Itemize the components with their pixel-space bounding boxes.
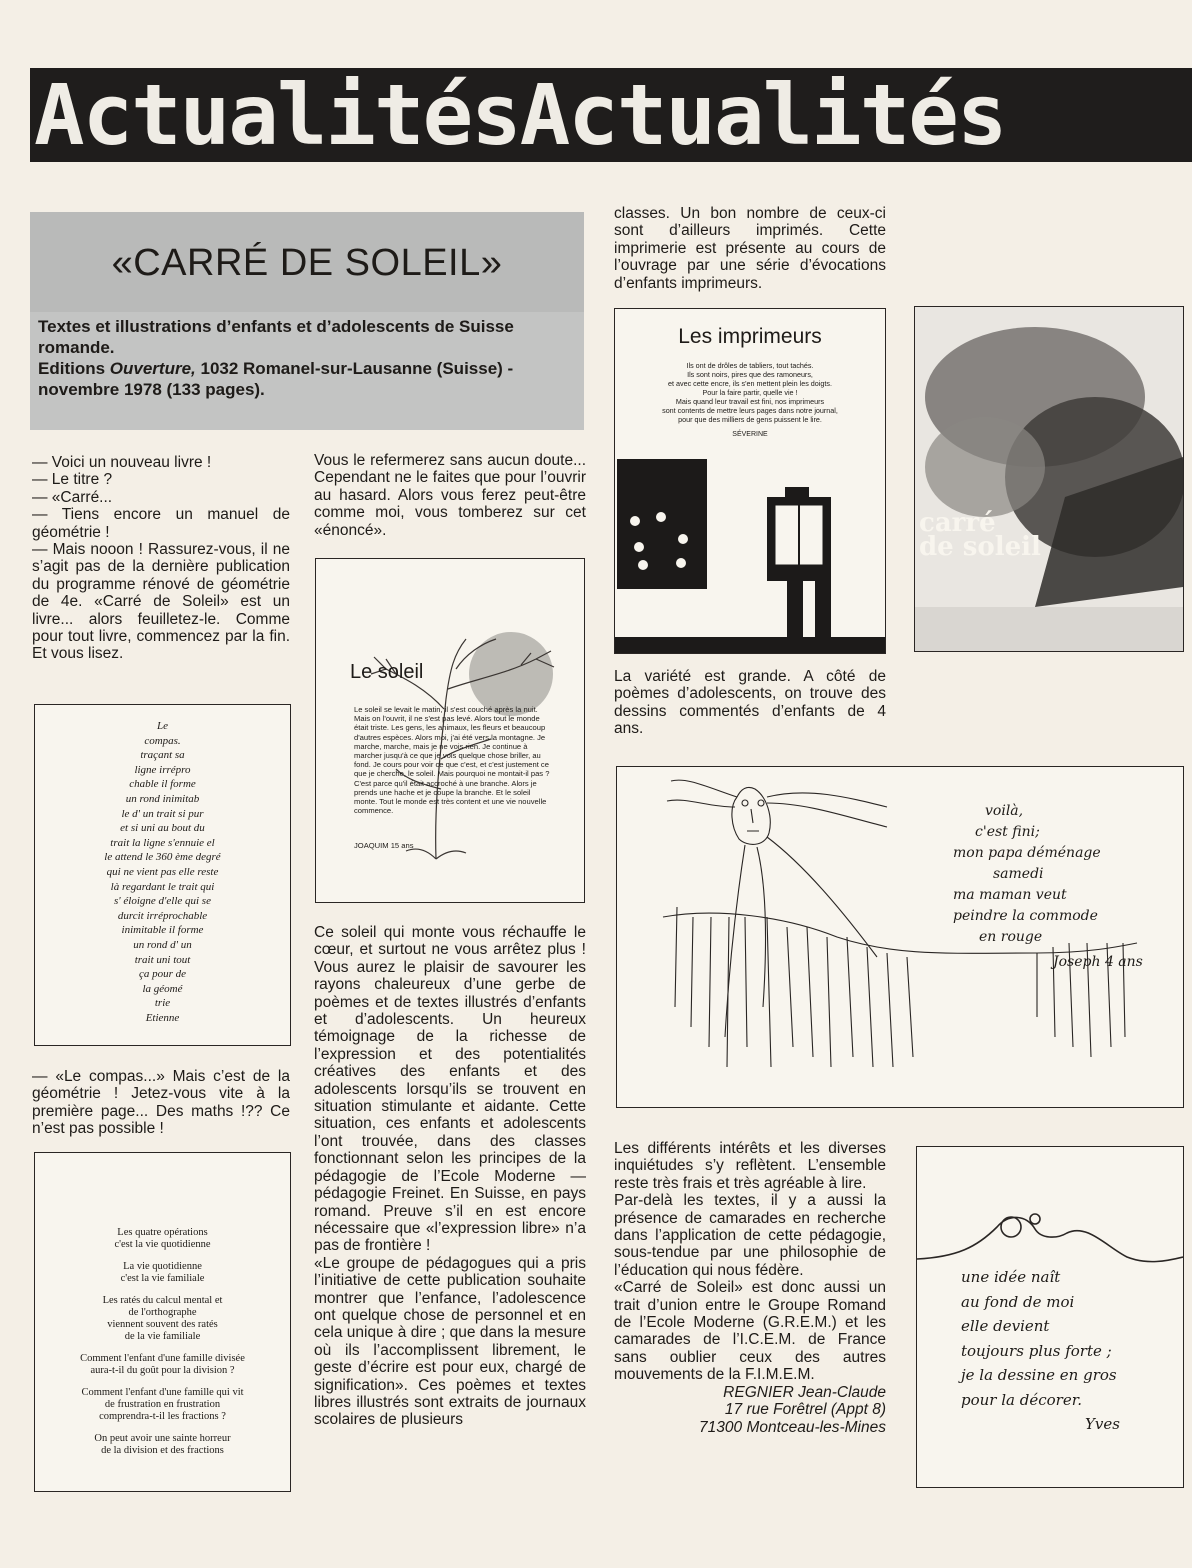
poem-line: le attend le 360 ème degré: [104, 851, 221, 864]
poem-line: traçant sa: [140, 749, 185, 762]
section-banner: [30, 68, 1192, 162]
poem-line: la géomé: [142, 982, 183, 995]
cover-painting: [915, 307, 1183, 651]
poem-stanza: Comment l'enfant d'une famille qui vit de frustration en frustration comprendra-t-il les fractions ?: [81, 1387, 244, 1422]
poem-stanza: La vie quotidienne c'est la vie familiale: [120, 1261, 205, 1284]
operations-poem-box: [34, 1152, 291, 1492]
hand-line: c'est fini;: [975, 824, 1040, 840]
poem-stanza: Comment l'enfant d'une famille divisée aura-t-il du goût pour la division ?: [80, 1353, 245, 1376]
poem-author: Etienne: [145, 1011, 180, 1024]
hand-signature: Joseph 4 ans: [1053, 954, 1143, 970]
poem-stanza: Les quatre opérations c'est la vie quotidienne: [114, 1227, 211, 1250]
poem-line: un rond d' un: [133, 938, 192, 951]
subtitle-line-2: [38, 358, 574, 400]
paragraph: «Le groupe de pédagogues qui a pris l’initiative de cette publication souhaite montrer que l’enfance, l’adolescence ont quelque chose de personnel et en cela unique à dire ; que dans la mesure où ils l’accomplissent librement, le geste d’écrire est pour eux, chargé de signification». Ces poèmes et textes libres illustrés sont extraits de journaux scolaires de plusieurs: [314, 1254, 586, 1429]
poem-line: là regardant le trait qui: [110, 880, 215, 893]
imprimeurs-page-box: [614, 308, 886, 654]
hand-line: ma maman veut: [953, 887, 1067, 903]
hand-line: une idée naît: [961, 1268, 1061, 1286]
paragraph: Ce soleil qui monte vous réchauffe le cœur, et surtout ne vous arrêtez plus ! Vous aurez le plaisir de savourer les rayons chaleureux d’une gerbe de poèmes et de textes illustrés d’enfants et d’adolescents. Un heureux témoignage de la richesse de l’expression et des potentialités créatives des enfants et des adolescents lorsqu’ils se trouvent en situation stimulante et aidante. Cette situation, ces enfants et adolescents l’ont trouvée, dans des classes fonctionnant selon les principes de la pédagogie de l’Ecole Moderne — pédagogie Freinet. En Suisse, en pays romand. Preuve s’il en est encore nécessaire que «l’expression libre» n’a pas de frontière !: [314, 924, 586, 1255]
compas-poem-box: [34, 704, 291, 1046]
soleil-title: Le soleil: [350, 661, 424, 683]
hand-line: je la dessine en gros: [961, 1366, 1117, 1384]
column-3-bottom: [614, 1140, 886, 1436]
poem-line: inimitable il forme: [121, 924, 204, 937]
poem-line: Le: [157, 720, 168, 732]
soleil-page-box: [315, 558, 585, 903]
imprimeurs-text: Ils ont de drôles de tabliers, tout tachés. Ils sont noirs, pires que des ramoneurs, et avec cette encre, ils s'en mettent plein les doigts. Pour la faire partir, quelle vie ! Mais quand leur travail est fini, nos imprimeurs sont contents de mettre leurs pages dans notre journal, pour que des milliers de gens puissent le lire.: [662, 361, 838, 424]
hand-signature: Yves: [1085, 1415, 1120, 1433]
poem-line: et si uni au bout du: [120, 822, 205, 835]
poem-stanza: On peut avoir une sainte horreur de la division et des fractions: [94, 1433, 231, 1456]
poem-line: ça pour de: [138, 968, 187, 981]
cover-title-line: de soleil: [919, 532, 1041, 562]
yves-poem-box: [916, 1146, 1184, 1488]
dialogue-line: — Mais nooon ! Rassurez-vous, il ne s’agit pas de la dernière publication du programme rénové de géométrie de 4e. «Carré de Soleil» est un livre... alors feuilletez-le. Comme pour tout livre, commencez par la fin. Et vous lisez.: [32, 541, 290, 663]
imprimeurs-title: Les imprimeurs: [678, 325, 822, 348]
paragraph: Les différents intérêts et les diverses inquiétudes s’y reflètent. L’ensemble reste très frais et très agréable à lire.: [614, 1140, 886, 1192]
compas-poem: [35, 705, 290, 1025]
hand-line: pour la décorer.: [961, 1390, 1082, 1409]
operations-poem: [35, 1153, 290, 1457]
dialogue-line: — Le titre ?: [32, 471, 113, 489]
poem-line: trait la ligne s'ennuie el: [110, 836, 215, 849]
hand-line: toujours plus forte ;: [961, 1341, 1112, 1360]
poem-line: trie: [154, 997, 171, 1010]
poem-line: un rond inimitab: [125, 792, 200, 805]
column-3-variety: [614, 668, 886, 738]
signature-line: REGNIER Jean-Claude: [723, 1383, 886, 1401]
paragraph: Par-delà les textes, il y a aussi la présence de camarades en recherche dans l’application de cette pédagogie, sous-tendue par une philosophie de l’éducation qui nous fédère.: [614, 1192, 886, 1279]
printers-drawing: [615, 447, 885, 653]
joseph-text: [953, 801, 1143, 973]
column-1-intro: [32, 454, 290, 663]
subtitle-publisher: Ouverture,: [109, 359, 196, 378]
poem-line: durcit irréprochable: [117, 909, 208, 922]
hand-line: samedi: [993, 866, 1044, 882]
column-3-top: [614, 205, 886, 292]
hand-line: peindre la commode: [953, 908, 1098, 924]
poem-stanza: Les ratés du calcul mental et de l'orthographe viennent souvent des ratés de la vie familiale: [102, 1295, 223, 1342]
column-2-body: [314, 924, 586, 1429]
paragraph: «Carré de Soleil» est donc aussi un trait d’union entre le Groupe Romand de l’Ecole Moderne (G.R.E.M.) et les camarades de l’I.C.E.M. de France sans oublier ceux des autres mouvements de la F.I.M.E.M.: [614, 1279, 886, 1384]
poem-line: chable il forme: [129, 778, 196, 791]
soleil-text: Le soleil se levait le matin, il s'est couché après la nuit. Mais on l'ouvrit, il ne s'est pas levé. Alors tout le monde était triste. Les gens, les animaux, les fleurs et beaucoup d'autres espèces. Alors moi, j'ai été vers la montagne. Je marche, marche, mais je ne vois rien. Je continue à marcher jusqu'à ce que je vois quelque chose briller, au fond. Je cours pour voir ce que c'est, et c'est justement ce que je cherche, le soleil. Mais pourquoi ne montait-il pas ? C'est parce qu'il était accroché à une branche. Alors je prends une hache et je coupe la branche. Et le soleil monte. Tout le monde est très content et une vie nouvelle commence.: [354, 705, 550, 816]
poem-line: ligne irrépro: [134, 763, 191, 776]
banner-title: ActualitésActualités: [34, 68, 1006, 162]
imprimeurs-author: SÉVERINE: [732, 431, 768, 438]
dialogue-line: — Tiens encore un manuel de géométrie !: [32, 506, 290, 541]
dialogue-line: — «Carré...: [32, 488, 113, 506]
author-signature: [614, 1384, 886, 1437]
hand-line: mon papa déménage: [953, 845, 1101, 861]
poem-line: compas.: [144, 734, 181, 747]
joseph-drawing-box: [616, 766, 1184, 1108]
paragraph: La variété est grande. A côté de poèmes d’adolescents, on trouve des dessins commentés d’enfants de 4 ans.: [614, 668, 886, 738]
book-cover-image: [914, 306, 1184, 652]
poem-line: le d' un trait si pur: [121, 807, 204, 820]
paragraph: classes. Un bon nombre de ceux-ci sont d’ailleurs imprimés. Cette imprimerie est présente au cours de l’ouvrage par une série d’évocations d’enfants imprimeurs.: [614, 205, 886, 292]
subtitle-line-1: Textes et illustrations d’enfants et d’adolescents de Suisse romande.: [38, 317, 514, 357]
book-title: «CARRÉ DE SOLEIL»: [111, 242, 503, 284]
book-subtitle: [38, 316, 574, 400]
hand-line: en rouge: [979, 929, 1043, 945]
column-2-intro: [314, 452, 586, 539]
cover-title-line: carré: [919, 508, 996, 538]
signature-line: 71300 Montceau-les-Mines: [699, 1418, 886, 1436]
subtitle-publisher-address: 1032 Romanel-sur-Lausanne (Suisse) - novembre 1978 (133 pages).: [38, 359, 514, 399]
dialogue-line: — Voici un nouveau livre !: [32, 454, 212, 471]
hand-line: voilà,: [985, 803, 1024, 819]
subtitle-publisher-prefix: Editions: [38, 359, 110, 378]
paragraph: Vous le refermerez sans aucun doute... Cependant ne le faites que pour l’ouvrir au hasard. Alors vous ferez peut-être comme moi, vous tomberez sur cet «énoncé».: [314, 452, 586, 539]
hand-line: au fond de moi: [961, 1292, 1075, 1311]
poem-line: s' éloigne d'elle qui se: [114, 895, 211, 908]
cover-title: [919, 508, 1041, 562]
soleil-author: JOAQUIM 15 ans: [354, 841, 414, 850]
yves-poem: [961, 1265, 1120, 1437]
column-1-after-poem: [32, 1068, 290, 1138]
paragraph: — «Le compas...» Mais c’est de la géométrie ! Jetez-vous vite à la première page... Des maths !?? Ce n’est pas possible !: [32, 1068, 290, 1138]
hand-line: elle devient: [961, 1317, 1050, 1335]
poem-line: trait uni tout: [134, 953, 191, 966]
signature-line: 17 rue Forêtrel (Appt 8): [724, 1401, 886, 1419]
book-header: [30, 212, 584, 430]
poem-line: qui ne vient pas elle reste: [106, 865, 219, 878]
